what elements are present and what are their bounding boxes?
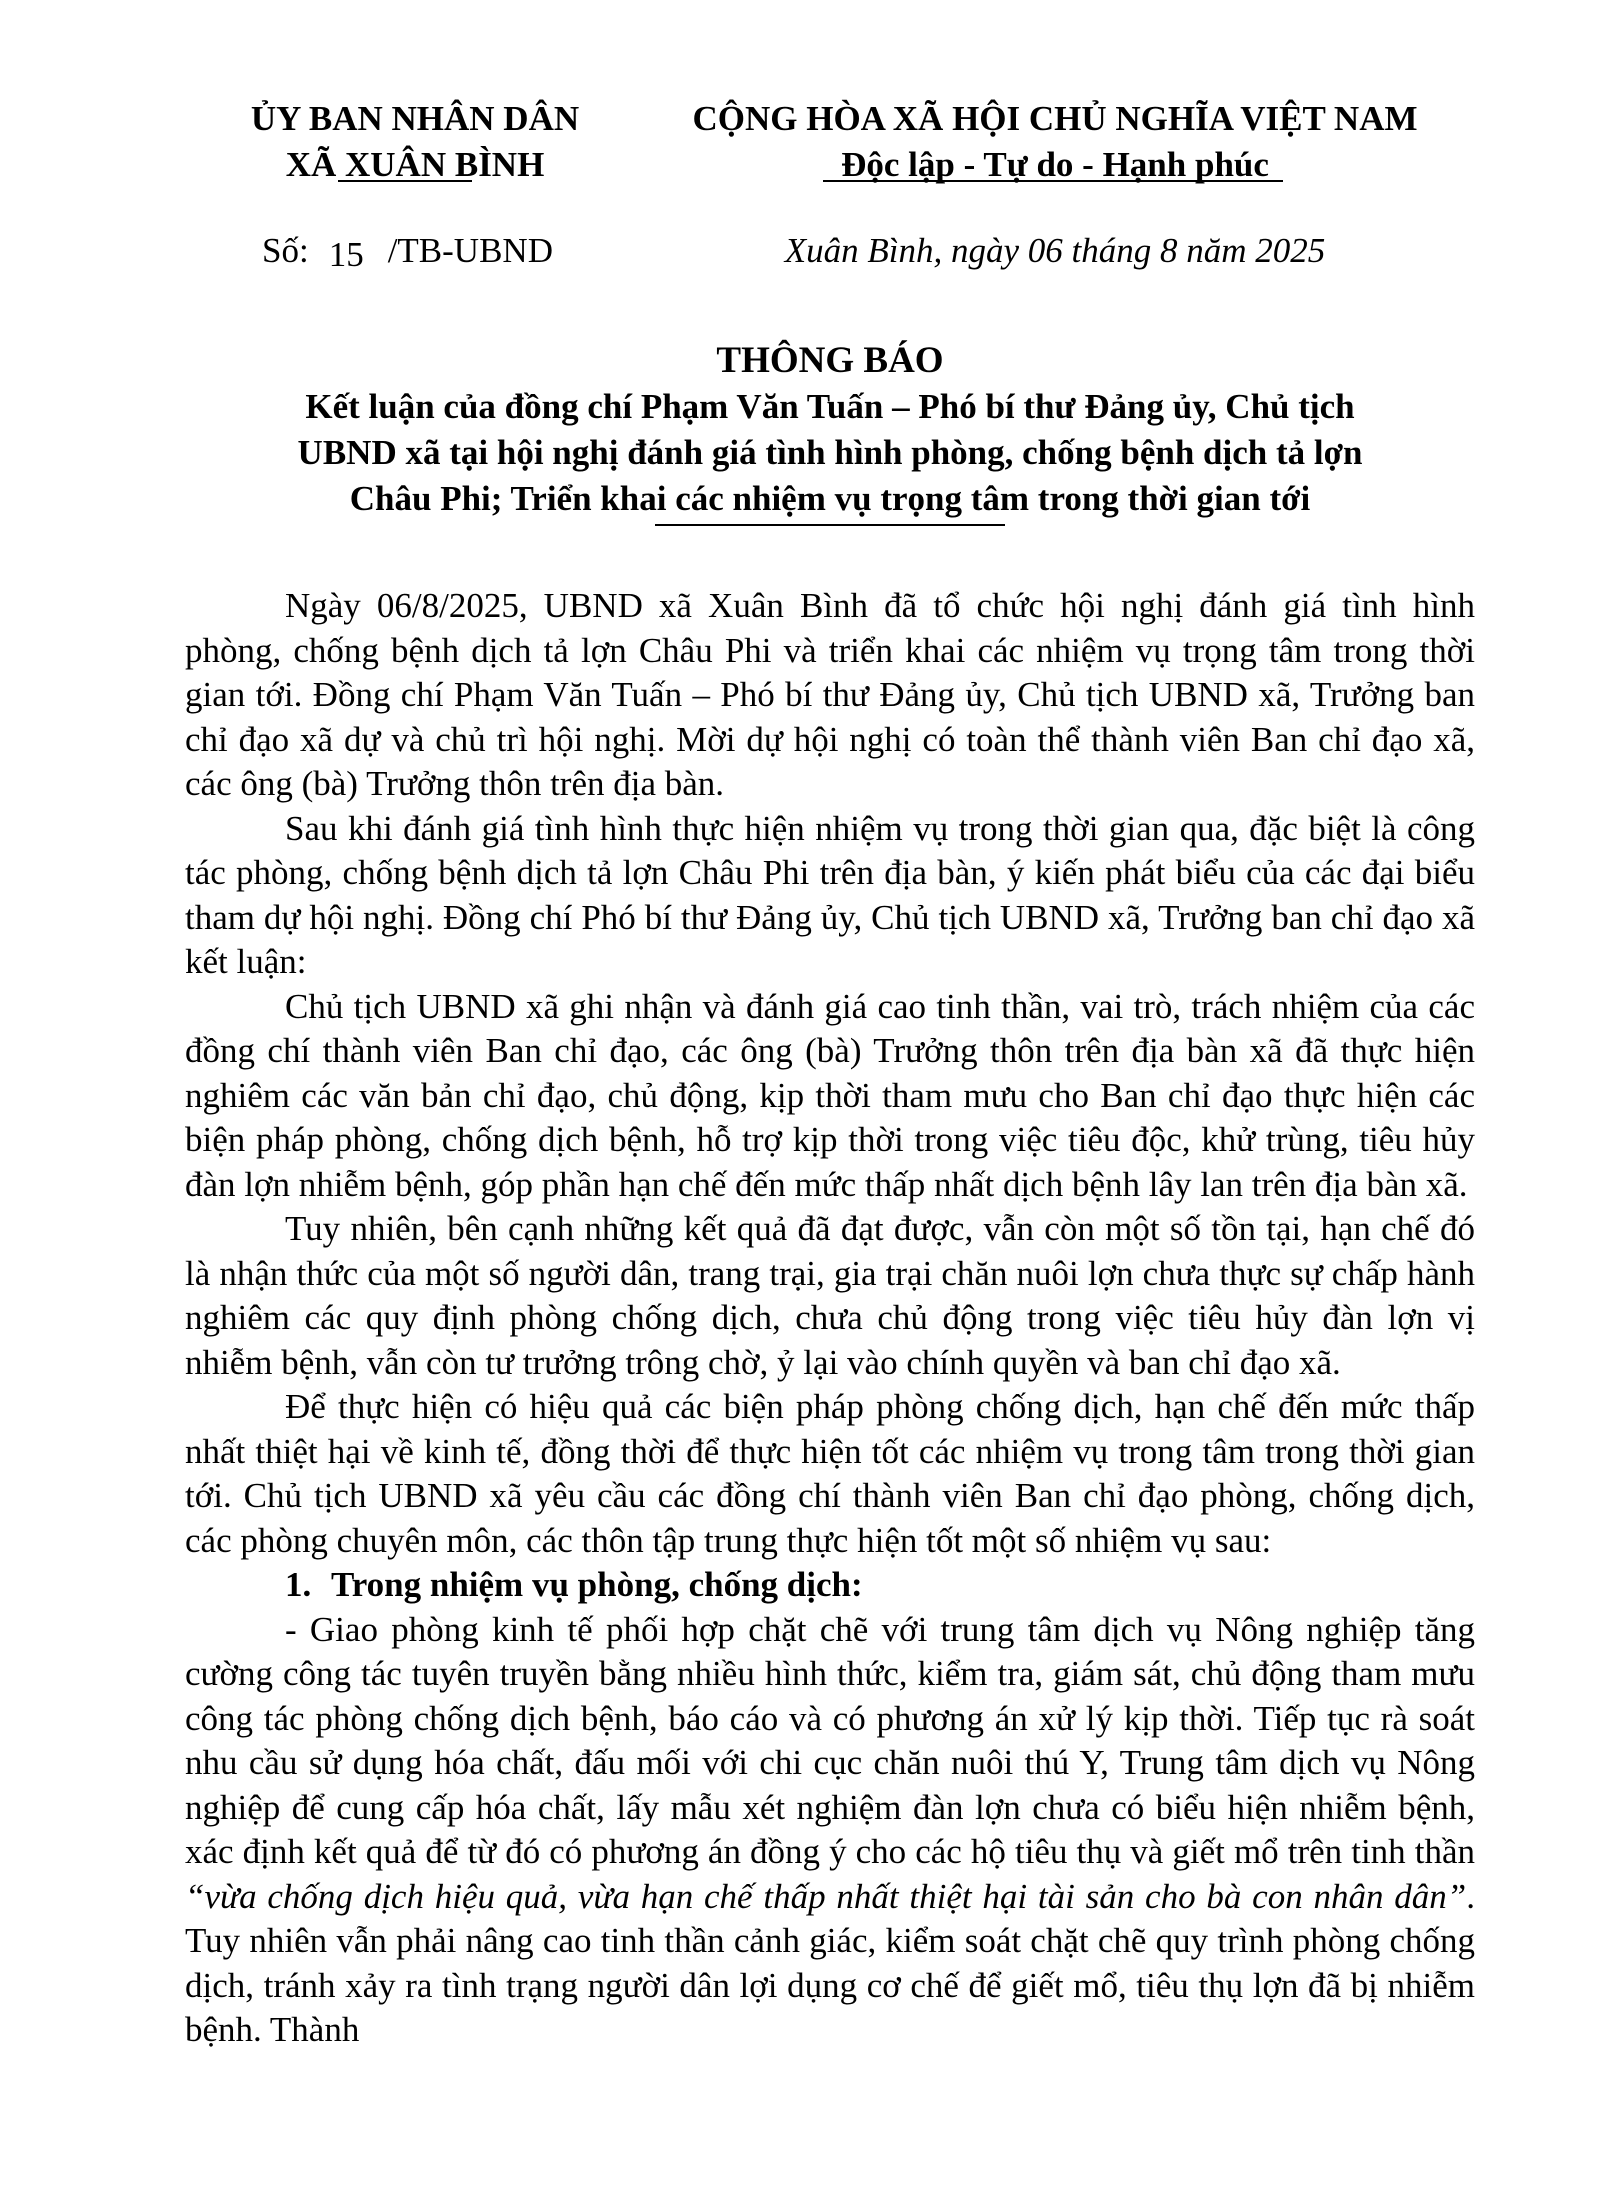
section-1-heading bbox=[185, 1563, 1475, 1608]
authority-line-2: XÃ XUÂN BÌNH bbox=[285, 145, 545, 184]
doc-number-suffix: /TB-UBND bbox=[387, 231, 553, 270]
title-sub-line-1: Kết luận của đồng chí Phạm Văn Tuấn – Phó bí thư Đảng ủy, Chủ tịch bbox=[305, 387, 1355, 426]
paragraph-4: Tuy nhiên, bên cạnh những kết quả đã đạt được, vẫn còn một số tồn tại, hạn chế đó là nhận thức của một số người dân, trang trại, gia trại chăn nuôi lợn chưa thực sự chấp hành nghiêm các quy định phòng chống dịch, chưa chủ động trong việc tiêu hủy đàn lợn vị nhiễm bệnh, vẫn còn tư trưởng trông chờ, ỷ lại vào chính quyền và ban chỉ đạo xã. bbox=[185, 1209, 1475, 1382]
title-sub-line-3: Châu Phi; Triển khai các nhiệm vụ trọng tâm trong thời gian tới bbox=[349, 479, 1311, 518]
document-title bbox=[180, 338, 1480, 522]
paragraph-5: Để thực hiện có hiệu quả các biện pháp phòng chống dịch, hạn chế đến mức thấp nhất thiệt hại về kinh tế, đồng thời để thực hiện tốt các nhiệm vụ trong tâm trong thời gian tới. Chủ tịch UBND xã yêu cầu các đồng chí thành viên Ban chỉ đạo phòng, chống dịch, các phòng chuyên môn, các thôn tập trung thực hiện tốt một số nhiệm vụ sau: bbox=[185, 1387, 1475, 1560]
title-sub-line-2: UBND xã tại hội nghị đánh giá tình hình phòng, chống bệnh dịch tả lợn bbox=[297, 433, 1363, 472]
paragraph-6-text-before: - Giao phòng kinh tế phối hợp chặt chẽ với trung tâm dịch vụ Nông nghiệp tăng cường công tác tuyên truyền bằng nhiều hình thức, kiểm tra, giám sát, chủ động tham mưu công tác phòng chống dịch bệnh, báo cáo và có phương án xử lý kịp thời. Tiếp tục rà soát nhu cầu sử dụng hóa chất, đấu mối với chi cục chăn nuôi thú Y, Trung tâm dịch vụ Nông nghiệp để cung cấp hóa chất, lấy mẫu xét nghiệm đàn lợn chưa có biểu hiện nhiễm bệnh, xác định kết quả để từ đó có phương án đồng ý cho các hộ tiêu thụ và giết mổ trên tinh thần bbox=[185, 1609, 1475, 1871]
doc-number-prefix: Số: bbox=[262, 231, 309, 270]
paragraph-2: Sau khi đánh giá tình hình thực hiện nhiệm vụ trong thời gian qua, đặc biệt là công tác phòng, chống bệnh dịch tả lợn Châu Phi trên địa bàn, ý kiến phát biểu của các đại biểu tham dự hội nghị. Đồng chí Phó bí thư Đảng ủy, Chủ tịch UBND xã, Trưởng ban chỉ đạo xã kết luận: bbox=[185, 808, 1475, 981]
national-name: CỘNG HÒA XÃ HỘI CHỦ NGHĨA VIỆT NAM bbox=[692, 99, 1418, 138]
place-date: Xuân Bình, ngày 06 tháng 8 năm 2025 bbox=[784, 231, 1326, 270]
paragraph-6-quote: “vừa chống dịch hiệu quả, vừa hạn chế thấp nhất thiệt hại tài sản cho bà con nhân dân” bbox=[185, 1876, 1467, 1916]
doc-number-value: 15 bbox=[328, 235, 364, 274]
paragraph-3: Chủ tịch UBND xã ghi nhận và đánh giá cao tinh thần, vai trò, trách nhiệm của các đồng chí thành viên Ban chỉ đạo, các ông (bà) Trưởng thôn trên địa bàn xã đã thực hiện nghiêm các văn bản chỉ đạo, chủ động, kịp thời tham mưu cho Ban chỉ đạo thực hiện các biện pháp phòng, chống dịch bệnh, hỗ trợ kịp thời trong việc tiêu độc, khử trùng, tiêu hủy đàn lợn nhiễm bệnh, góp phần hạn chế đến mức thấp nhất dịch bệnh lây lan trên địa bàn xã. bbox=[185, 986, 1475, 1204]
national-motto bbox=[660, 96, 1450, 188]
title-underline bbox=[655, 524, 1005, 526]
title-main: THÔNG BÁO bbox=[716, 340, 944, 381]
motto: Độc lập - Tự do - Hạnh phúc bbox=[841, 145, 1269, 184]
paragraph-6 bbox=[185, 1608, 1475, 2053]
paragraph-1: Ngày 06/8/2025, UBND xã Xuân Bình đã tổ chức hội nghị đánh giá tình hình phòng, chống bệnh dịch tả lợn Châu Phi và triển khai các nhiệm vụ trọng tâm trong thời gian tới. Đồng chí Phạm Văn Tuấn – Phó bí thư Đảng ủy, Chủ tịch UBND xã, Trưởng ban chỉ đạo xã dự và chủ trì hội nghị. Mời dự hội nghị có toàn thể thành viên Ban chỉ đạo xã, các ông (bà) Trưởng thôn trên địa bàn. bbox=[185, 586, 1475, 803]
document-number bbox=[262, 228, 553, 274]
section-1-number: 1. bbox=[285, 1565, 312, 1604]
motto-underline bbox=[823, 180, 1283, 182]
issuing-authority bbox=[205, 96, 625, 188]
authority-line-1: ỦY BAN NHÂN DÂN bbox=[250, 99, 580, 138]
paragraph-6-text-after: . Tuy nhiên vẫn phải nâng cao tinh thần cảnh giác, kiểm soát chặt chẽ quy trình phòng chống dịch, tránh xảy ra tình trạng người dân lợi dụng cơ chế để giết mổ, tiêu thụ lợn đã bị nhiễm bệnh. Thành bbox=[185, 1876, 1475, 2049]
section-1-title: Trong nhiệm vụ phòng, chống dịch: bbox=[331, 1565, 863, 1604]
document-body bbox=[185, 584, 1475, 2053]
authority-underline bbox=[338, 180, 472, 182]
